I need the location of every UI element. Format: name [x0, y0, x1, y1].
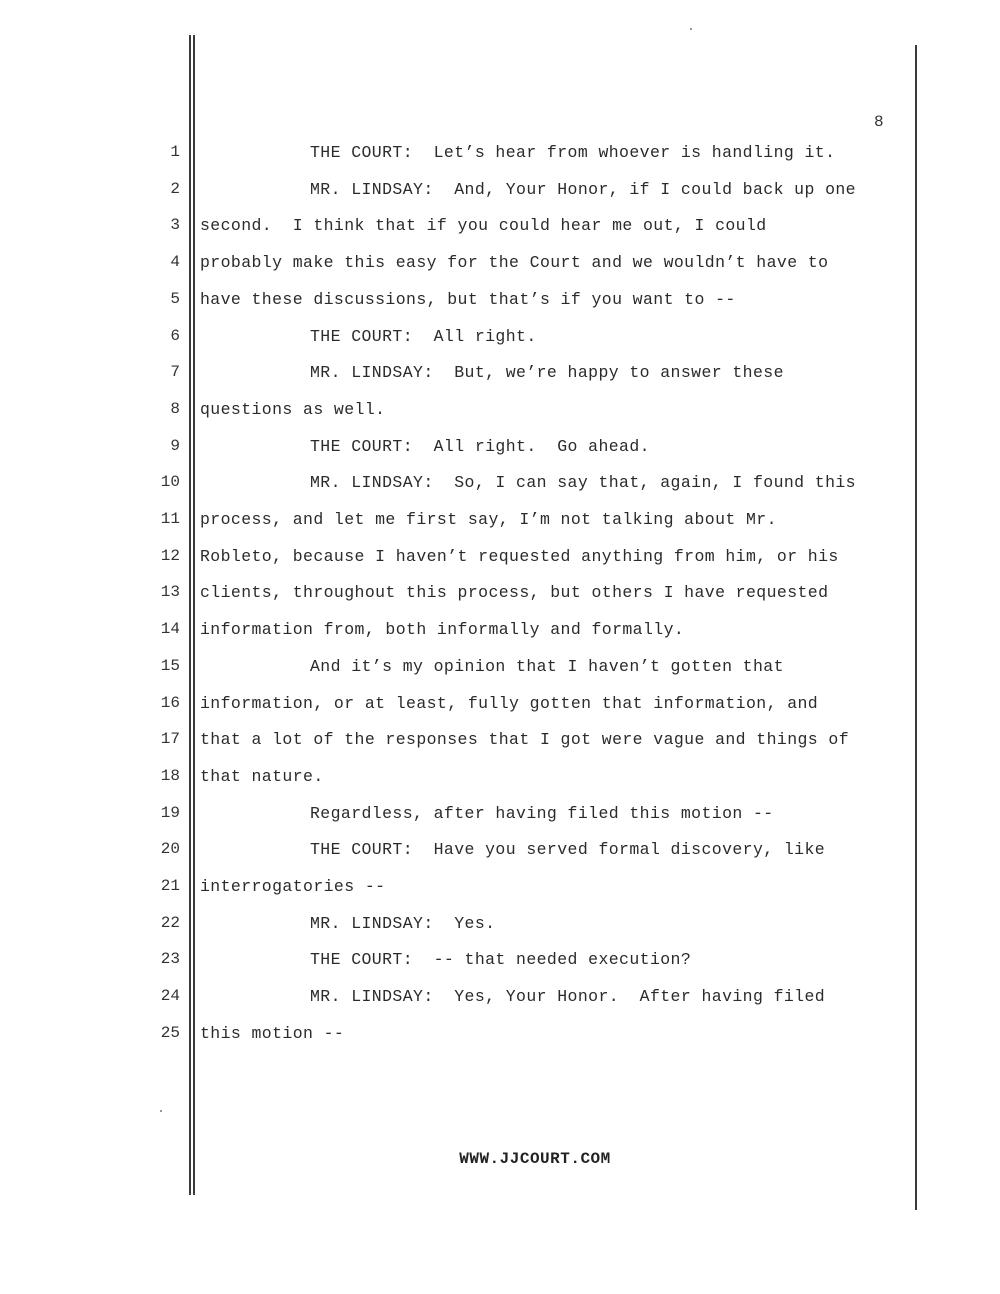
- line-text: second. I think that if you could hear me out, I could: [200, 216, 767, 236]
- line-number: 3: [170, 216, 180, 235]
- line-number: 12: [160, 546, 180, 565]
- line-text: THE COURT: Let’s hear from whoever is handling it.: [310, 143, 836, 162]
- transcript-line: [0, 363, 1000, 397]
- line-text: interrogatories --: [200, 877, 386, 896]
- line-number: 1: [170, 143, 180, 161]
- line-text: process, and let me first say, I’m not talking about Mr.: [200, 510, 777, 529]
- line-number: 2: [170, 179, 180, 198]
- transcript-line: [0, 510, 1000, 544]
- line-text: this motion --: [200, 1023, 345, 1043]
- line-text: THE COURT: All right. Go ahead.: [310, 436, 650, 456]
- line-number: 24: [160, 987, 180, 1006]
- transcript-line: [0, 180, 1000, 214]
- line-text: Robleto, because I haven’t requested anything from him, or his: [200, 546, 839, 566]
- transcript-line: [0, 950, 1000, 984]
- transcript-line: [0, 804, 1000, 838]
- line-number: 4: [170, 253, 180, 272]
- line-number: 10: [160, 473, 180, 492]
- transcript-line: [0, 473, 1000, 507]
- transcript-line: [0, 253, 1000, 287]
- line-text: probably make this easy for the Court and we wouldn’t have to: [200, 253, 829, 273]
- line-text: MR. LINDSAY: Yes.: [310, 913, 496, 933]
- line-number: 13: [160, 583, 180, 602]
- line-number: 19: [160, 803, 180, 822]
- line-number: 7: [170, 363, 180, 382]
- line-text: that a lot of the responses that I got were vague and things of: [200, 730, 850, 750]
- line-number: 15: [160, 656, 180, 675]
- footer-website: WWW.JJCOURT.COM: [459, 1150, 611, 1168]
- line-number: 16: [160, 693, 180, 712]
- line-number: 25: [160, 1023, 180, 1042]
- transcript-line: [0, 657, 1000, 691]
- transcript-line: [0, 620, 1000, 654]
- transcript-line: [0, 1024, 1000, 1058]
- line-text: Regardless, after having filed this motion --: [310, 803, 774, 823]
- line-number: 14: [160, 620, 180, 639]
- line-number: 22: [160, 913, 180, 932]
- line-number: 23: [160, 950, 180, 969]
- line-text: THE COURT: All right.: [310, 326, 537, 346]
- line-text: that nature.: [200, 766, 324, 786]
- line-number: 6: [170, 326, 180, 345]
- transcript-line: [0, 840, 1000, 874]
- transcript-line: [0, 547, 1000, 581]
- transcript-line: [0, 730, 1000, 764]
- line-text: information, or at least, fully gotten that information, and: [200, 693, 819, 713]
- line-number: 18: [160, 766, 180, 785]
- line-number: 20: [160, 840, 180, 859]
- line-text: THE COURT: Have you served formal discovery, like: [310, 840, 826, 860]
- line-number: 8: [170, 399, 180, 418]
- page-number: 8: [874, 113, 884, 131]
- transcript-line: [0, 583, 1000, 617]
- transcript-line: [0, 400, 1000, 434]
- line-text: MR. LINDSAY: Yes, Your Honor. After having filed: [310, 987, 826, 1007]
- line-number: 17: [160, 730, 180, 749]
- line-text: And it’s my opinion that I haven’t gotten that: [310, 656, 784, 676]
- transcript-line: [0, 987, 1000, 1021]
- line-text: MR. LINDSAY: And, Your Honor, if I could back up one: [310, 179, 856, 199]
- transcript-line: [0, 767, 1000, 801]
- transcript-line: [0, 216, 1000, 250]
- line-number: 21: [160, 877, 180, 895]
- line-text: information from, both informally and formally.: [200, 620, 685, 640]
- line-text: MR. LINDSAY: So, I can say that, again, I found this: [310, 473, 856, 493]
- transcript-line: [0, 877, 1000, 911]
- line-text: questions as well.: [200, 399, 386, 419]
- transcript-line: [0, 914, 1000, 948]
- line-text: MR. LINDSAY: But, we’re happy to answer these: [310, 363, 784, 383]
- line-number: 9: [170, 436, 180, 455]
- transcript-line: [0, 437, 1000, 471]
- line-text: have these discussions, but that’s if you want to --: [200, 289, 736, 309]
- transcript-line: [0, 290, 1000, 324]
- line-text: THE COURT: -- that needed execution?: [310, 950, 692, 970]
- transcript-line: [0, 143, 1000, 177]
- transcript-line: [0, 694, 1000, 728]
- line-number: 5: [170, 289, 180, 308]
- line-text: clients, throughout this process, but others I have requested: [200, 583, 829, 603]
- transcript-line: [0, 327, 1000, 361]
- line-number: 11: [160, 510, 180, 528]
